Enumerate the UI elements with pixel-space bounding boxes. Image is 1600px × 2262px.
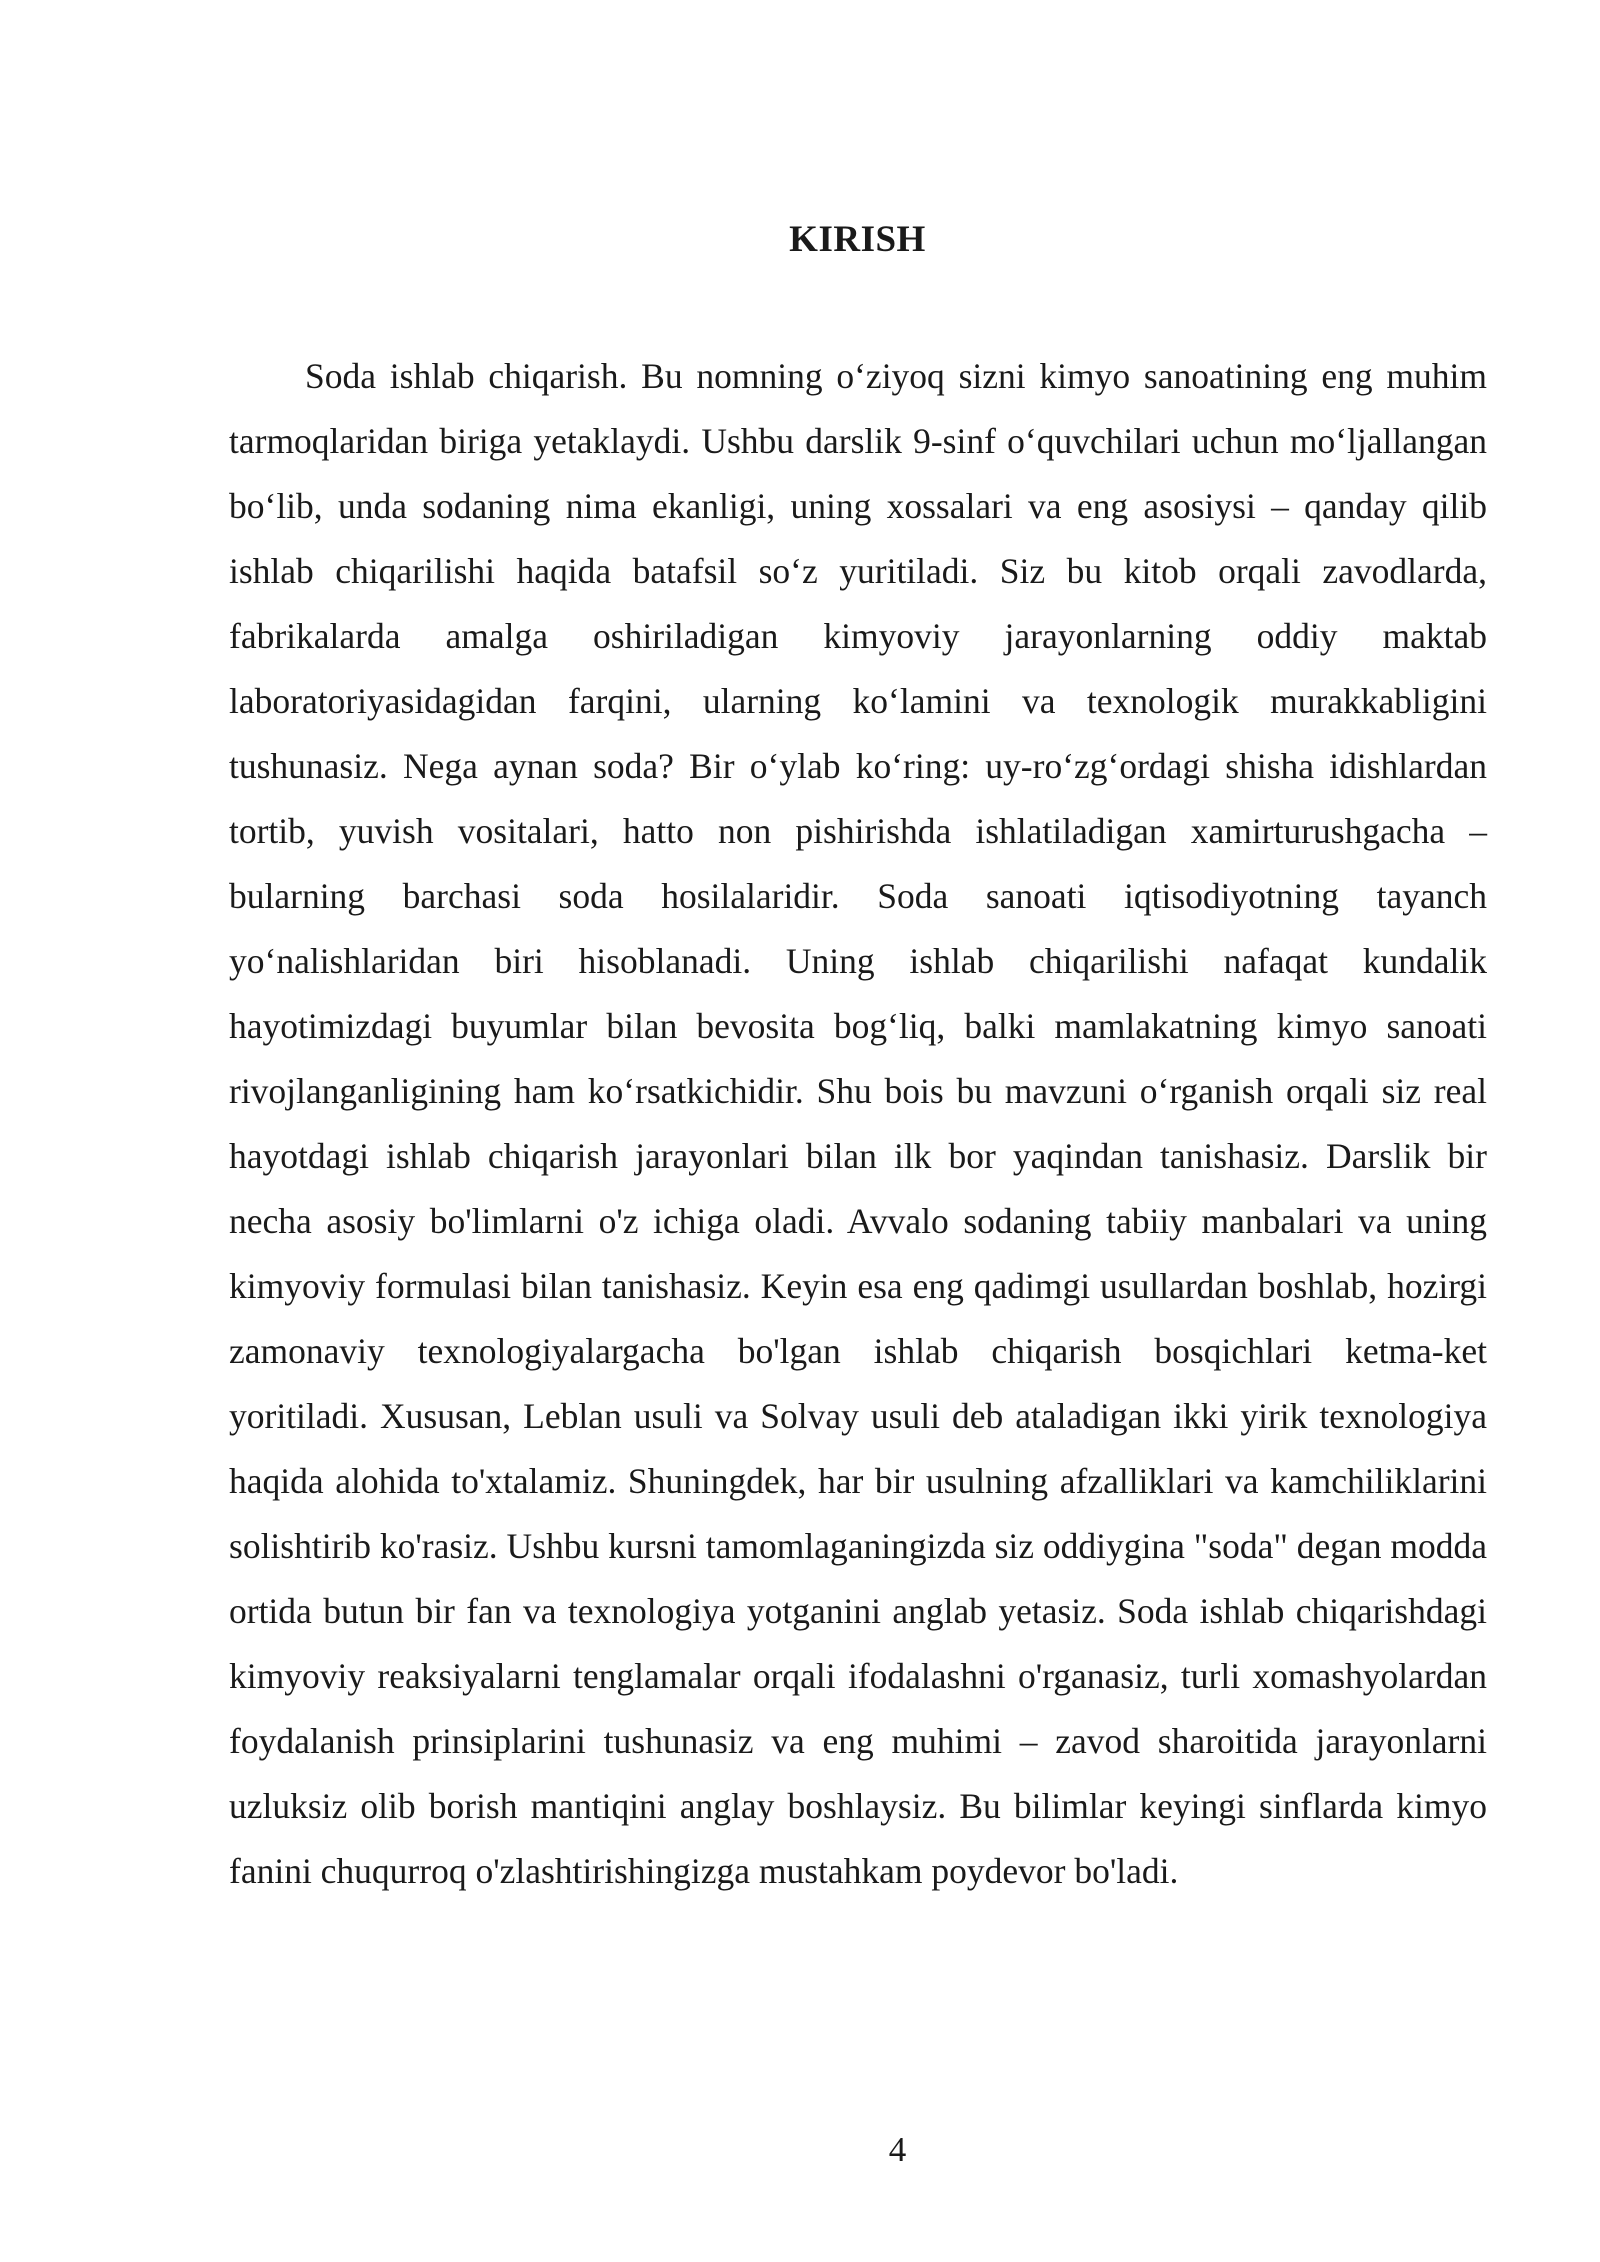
- body-paragraph: Soda ishlab chiqarish. Bu nomning o‘ziyoq sizni kimyo sanoatining eng muhim tarmoqlaridan biriga yetaklaydi. Ushbu darslik 9-sinf o‘quvchilari uchun mo‘ljallangan bo‘lib, unda sodaning nima ekanligi, uning xossalari va eng asosiysi – qanday qilib ishlab chiqarilishi haqida batafsil so‘z yuritiladi. Siz bu kitob orqali zavodlarda, fabrikalarda amalga oshiriladigan kimyoviy jarayonlarning oddiy maktab laboratoriyasidagidan farqini, ularning ko‘lamini va texnologik murakkabligini tushunasiz. Nega aynan soda? Bir o‘ylab ko‘ring: uy-ro‘zg‘ordagi shisha idishlardan tortib, yuvish vositalari, hatto non pishirishda ishlatiladigan xamirturushgacha – bularning barchasi soda hosilalaridir. Soda sanoati iqtisodiyotning tayanch yo‘nalishlaridan biri hisoblanadi. Uning ishlab chiqarilishi nafaqat kundalik hayotimizdagi buyumlar bilan bevosita bog‘liq, balki mamlakatning kimyo sanoati rivojlanganligining ham ko‘rsatkichidir. Shu bois bu mavzuni o‘rganish orqali siz real hayotdagi ishlab chiqarish jarayonlari bilan ilk bor yaqindan tanishasiz. Darslik bir necha asosiy bo'limlarni o'z ichiga oladi. Avvalo sodaning tabiiy manbalari va uning kimyoviy formulasi bilan tanishasiz. Keyin esa eng qadimgi usullardan boshlab, hozirgi zamonaviy texnologiyalargacha bo'lgan ishlab chiqarish bosqichlari ketma-ket yoritiladi. Xususan, Leblan usuli va Solvay usuli deb ataladigan ikki yirik texnologiya haqida alohida to'xtalamiz. Shuningdek, har bir usulning afzalliklari va kamchiliklarini solishtirib ko'rasiz. Ushbu kursni tamomlaganingizda siz oddiygina "soda" degan modda ortida butun bir fan va texnologiya yotganini anglab yetasiz. Soda ishlab chiqarishdagi kimyoviy reaksiyalarni tenglamalar orqali ifodalashni o'rganasiz, turli xomashyolardan foydalanish prinsiplarini tushunasiz va eng muhimi – zavod sharoitida jarayonlarni uzluksiz olib borish mantiqini anglay boshlaysiz. Bu bilimlar keyingi sinflarda kimyo fanini chuqurroq o'zlashtirishingizga mustahkam poydevor bo'ladi.: [229, 356, 1487, 1891]
- page-title: KIRISH: [789, 219, 926, 260]
- page-number: 4: [888, 2130, 907, 2169]
